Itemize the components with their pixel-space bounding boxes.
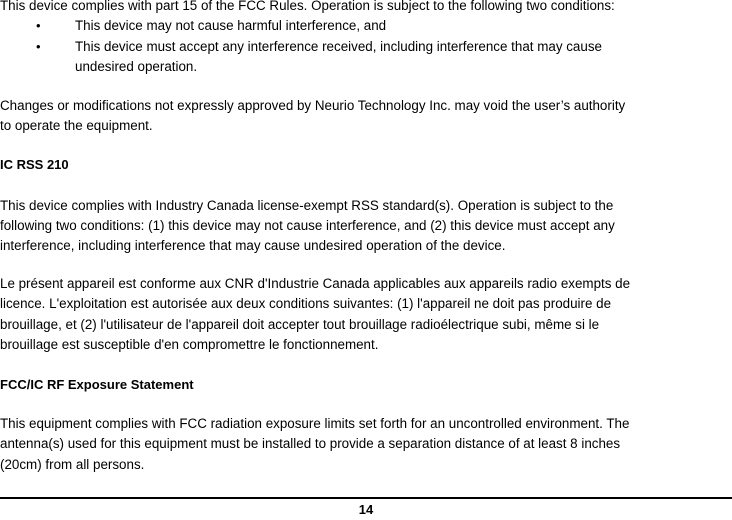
fcc-changes-line-1: Changes or modifications not expressly approved by Neurio Technology Inc. may void the user’s authority xyxy=(0,98,626,113)
ic-french-line-4: brouillage est susceptible d'en compromettre le fonctionnement. xyxy=(0,337,379,352)
ic-english-line-2: following two conditions: (1) this device may not cause interference, and (2) this device must accept any xyxy=(0,218,615,233)
footer-divider xyxy=(0,497,732,499)
rf-body-line-3: (20cm) from all persons. xyxy=(0,457,145,472)
page-number: 14 xyxy=(358,502,374,517)
fcc-intro: This device complies with part 15 of the FCC Rules. Operation is subject to the following two conditions: xyxy=(0,0,615,13)
ic-english-line-3: interference, including interference that may cause undesired operation of the device. xyxy=(0,238,506,253)
fcc-changes-line-2: to operate the equipment. xyxy=(0,118,153,133)
ic-french-line-2: licence. L'exploitation est autorisée aux deux conditions suivantes: (1) l'appareil ne doit pas produire de xyxy=(0,296,612,311)
bullet-marker: • xyxy=(36,18,41,33)
fcc-condition-1: This device may not cause harmful interference, and xyxy=(75,18,387,33)
rf-body-line-2: antenna(s) used for this equipment must be installed to provide a separation distance of at least 8 inches xyxy=(0,436,621,451)
ic-french-line-3: brouillage, et (2) l'utilisateur de l'appareil doit accepter tout brouillage radioélectrique subi, même si le xyxy=(0,317,600,332)
ic-french-line-1: Le présent appareil est conforme aux CNR d'Industrie Canada applicables aux appareils radio exempts de xyxy=(0,276,631,291)
bullet-marker: • xyxy=(36,39,41,54)
fcc-condition-2-line-1: This device must accept any interference received, including interference that may cause xyxy=(75,39,602,54)
rf-heading: FCC/IC RF Exposure Statement xyxy=(0,377,194,392)
fcc-condition-2-line-2: undesired operation. xyxy=(75,59,198,74)
rf-body-line-1: This equipment complies with FCC radiation exposure limits set forth for an uncontrolled environment. The xyxy=(0,416,630,431)
ic-english-line-1: This device complies with Industry Canada license-exempt RSS standard(s). Operation is subject to the xyxy=(0,198,614,213)
ic-heading: IC RSS 210 xyxy=(0,157,69,172)
